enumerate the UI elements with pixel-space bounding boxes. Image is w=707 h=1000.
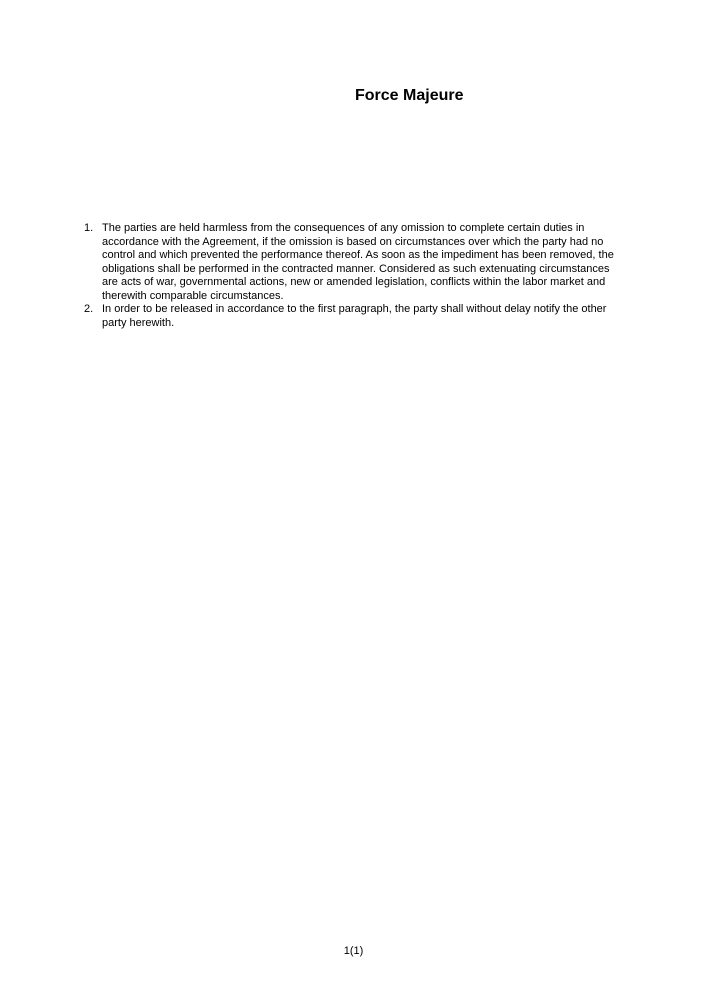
clause-text: The parties are held harmless from the consequences of any omission to complete certain duties in accordance with the Agreement, if the omission is based on circumstances over which the party had no control and which prevented the performance thereof. As soon as the impediment has been removed, the obligations shall be performed in the contracted manner. Considered as such extenuating circumstances are acts of war, governmental actions, new or amended legislation, conflicts within the labor market and therewith comparable circumstances. [102, 222, 614, 302]
document-title: Force Majeure [355, 87, 464, 104]
clause-number: 2. [84, 303, 94, 315]
clause-item [84, 303, 624, 330]
clause-text: In order to be released in accordance to the first paragraph, the party shall without delay notify the other party herewith. [102, 303, 607, 329]
clause-item [84, 222, 624, 303]
page-number: 1(1) [343, 945, 364, 957]
clause-number: 1. [84, 222, 94, 234]
clause-list [84, 222, 624, 330]
